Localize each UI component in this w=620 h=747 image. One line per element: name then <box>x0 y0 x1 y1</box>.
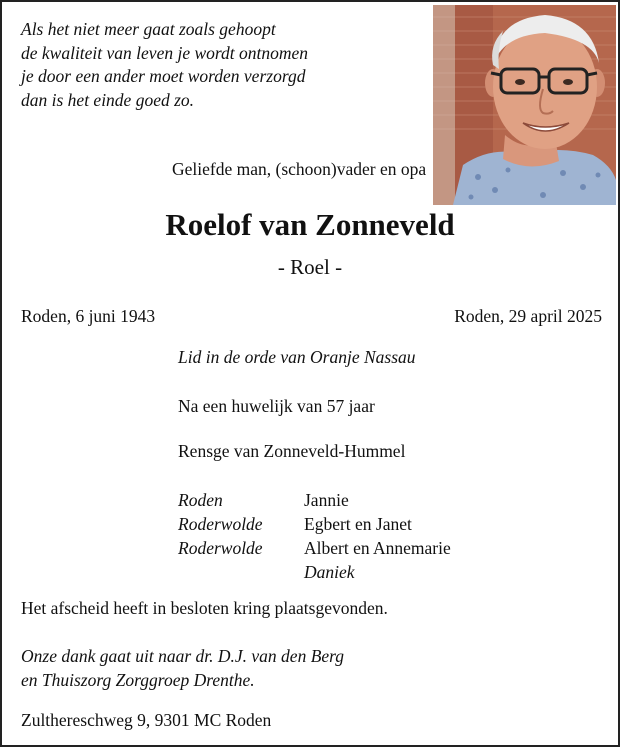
family-names: Albert en Annemarie <box>304 538 451 558</box>
thanks-note <box>21 644 344 692</box>
thanks-line: en Thuiszorg Zorggroep Drenthe. <box>21 670 255 690</box>
portrait-photo <box>433 5 616 205</box>
family-place: Roden <box>178 490 223 510</box>
family-names: Egbert en Janet <box>304 514 412 534</box>
birth-date: Roden, 6 juni 1943 <box>21 306 156 326</box>
family-place: Roderwolde <box>178 538 263 558</box>
portrait-illustration <box>433 5 616 205</box>
family-names: Jannie <box>304 490 349 510</box>
poem-line: dan is het einde goed zo. <box>21 89 195 110</box>
family-place: Roderwolde <box>178 514 263 534</box>
marriage-line: Na een huwelijk van 57 jaar <box>178 396 375 416</box>
nickname: - Roel - <box>277 255 343 279</box>
spouse-name: Rensge van Zonneveld-Hummel <box>178 441 406 461</box>
poem-line: je door een ander moet worden verzorgd <box>21 66 306 86</box>
honor-line: Lid in de orde van Oranje Nassau <box>178 347 416 367</box>
family-names: Daniek <box>304 562 355 582</box>
poem <box>21 18 308 112</box>
death-date: Roden, 29 april 2025 <box>454 306 602 326</box>
deceased-name: Roelof van Zonneveld <box>165 207 455 242</box>
poem-line: de kwaliteit van leven je wordt ontnomen <box>21 42 309 63</box>
correspondence-address: Zulthereschweg 9, 9301 MC Roden <box>21 710 272 730</box>
thanks-line: Onze dank gaat uit naar dr. D.J. van den Berg <box>21 646 345 666</box>
poem-line: Als het niet meer gaat zoals gehoopt <box>21 19 276 39</box>
subtitle: Geliefde man, (schoon)vader en opa <box>172 159 427 179</box>
farewell-note: Het afscheid heeft in besloten kring plaatsgevonden. <box>21 598 388 618</box>
